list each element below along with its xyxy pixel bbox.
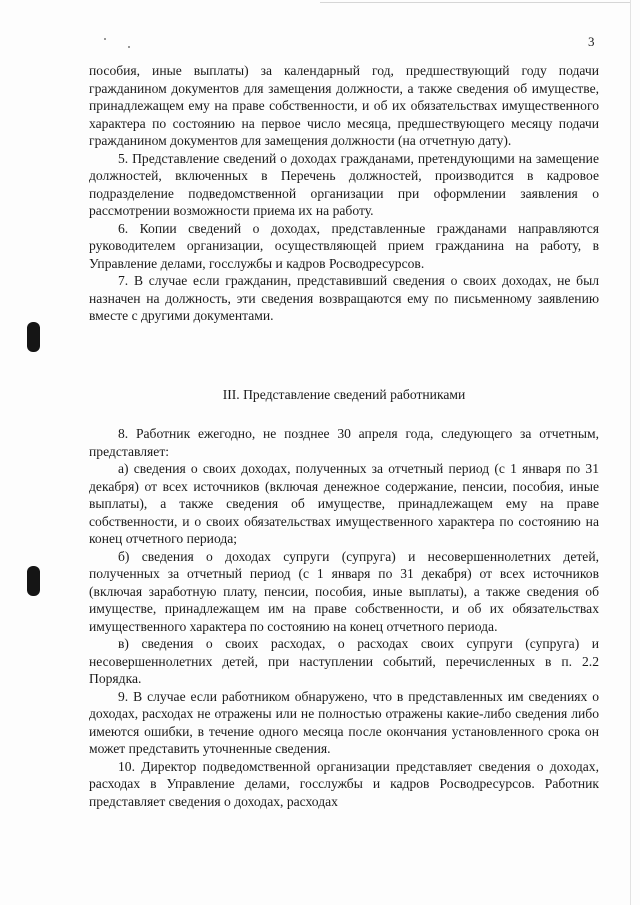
paragraph-8: 8. Работник ежегодно, не позднее 30 апреля года, следующего за отчетным, представляет: xyxy=(89,426,599,459)
paragraph-9: 9. В случае если работником обнаружено, что в представленных им сведениях о доходах, расходах не отражены или не полностью отражены какие-либо сведения либо имеются ошибки, в течение одного месяца после окончания установленного срока он может представить уточненные сведения. xyxy=(89,688,599,756)
binder-hole xyxy=(27,322,40,352)
scan-edge-line xyxy=(630,0,631,905)
scan-speck xyxy=(104,38,106,40)
paragraph-8b: б) сведения о доходах супруги (супруга) и несовершеннолетних детей, полученных за отчетный период (с 1 января по 31 декабря) от всех источников (включая заработную плату, пенсии, пособия, иные выплаты), а также сведения об имуществе, принадлежащем им на праве собственности, и об их обязательствах имущественного характера по состоянию на конец отчетного периода. xyxy=(89,548,599,634)
paragraph: пособия, иные выплаты) за календарный год, предшествующий году подачи гражданином документов для замещения должности, а также сведения об имуществе, принадлежащем ему на праве собственности, и об их обязательствах имущественного характера по состоянию на первое число месяца, предшествующего месяцу подачи гражданином документов для замещения должности (на отчетную дату). xyxy=(89,63,599,148)
paragraph-8a: а) сведения о своих доходах, полученных за отчетный период (с 1 января по 31 декабря) от всех источников (включая денежное содержание, пенсии, пособия, иные выплаты), а также сведения об имуществе, принадлежащем ему на праве собственности, и о своих обязательствах имущественного характера по состоянию на конец отчетного периода; xyxy=(89,461,599,546)
page-number: 3 xyxy=(588,34,595,49)
paragraph-10: 10. Директор подведомственной организации представляет сведения о доходах, расходах в Управление делами, госслужбы и кадров Росводресурсов. Работник представляет сведения о доходах, расходах xyxy=(89,758,599,809)
section-heading: III. Представление сведений работниками xyxy=(222,387,466,402)
paragraph-7: 7. В случае если гражданин, представивший сведения о своих доходах, не был назначен на должность, эти сведения возвращаются ему по письменному заявлению вместе с другими документами. xyxy=(89,273,599,323)
paragraph-8c: в) сведения о своих расходах, о расходах своих супруги (супруга) и несовершеннолетних детей, при наступлении событий, перечисленных в п. 2.2 Порядка. xyxy=(89,636,599,686)
lower-text xyxy=(89,425,599,810)
binder-hole xyxy=(27,566,40,596)
paragraph-5: 5. Представление сведений о доходах гражданами, претендующими на замещение должностей, включенных в Перечень должностей, производится в кадровое подразделение подведомственной организации при оформлении заявления о рассмотрении возможности приема их на работу. xyxy=(89,150,599,218)
scan-edge-line xyxy=(320,2,630,3)
upper-text xyxy=(89,62,599,325)
paragraph-6: 6. Копии сведений о доходах, представленные гражданами направляются руководителем организации, осуществляющей прием гражданина на работу, в Управление делами, госслужбы и кадров Росводресурсов. xyxy=(89,220,599,271)
scan-speck xyxy=(128,46,130,48)
